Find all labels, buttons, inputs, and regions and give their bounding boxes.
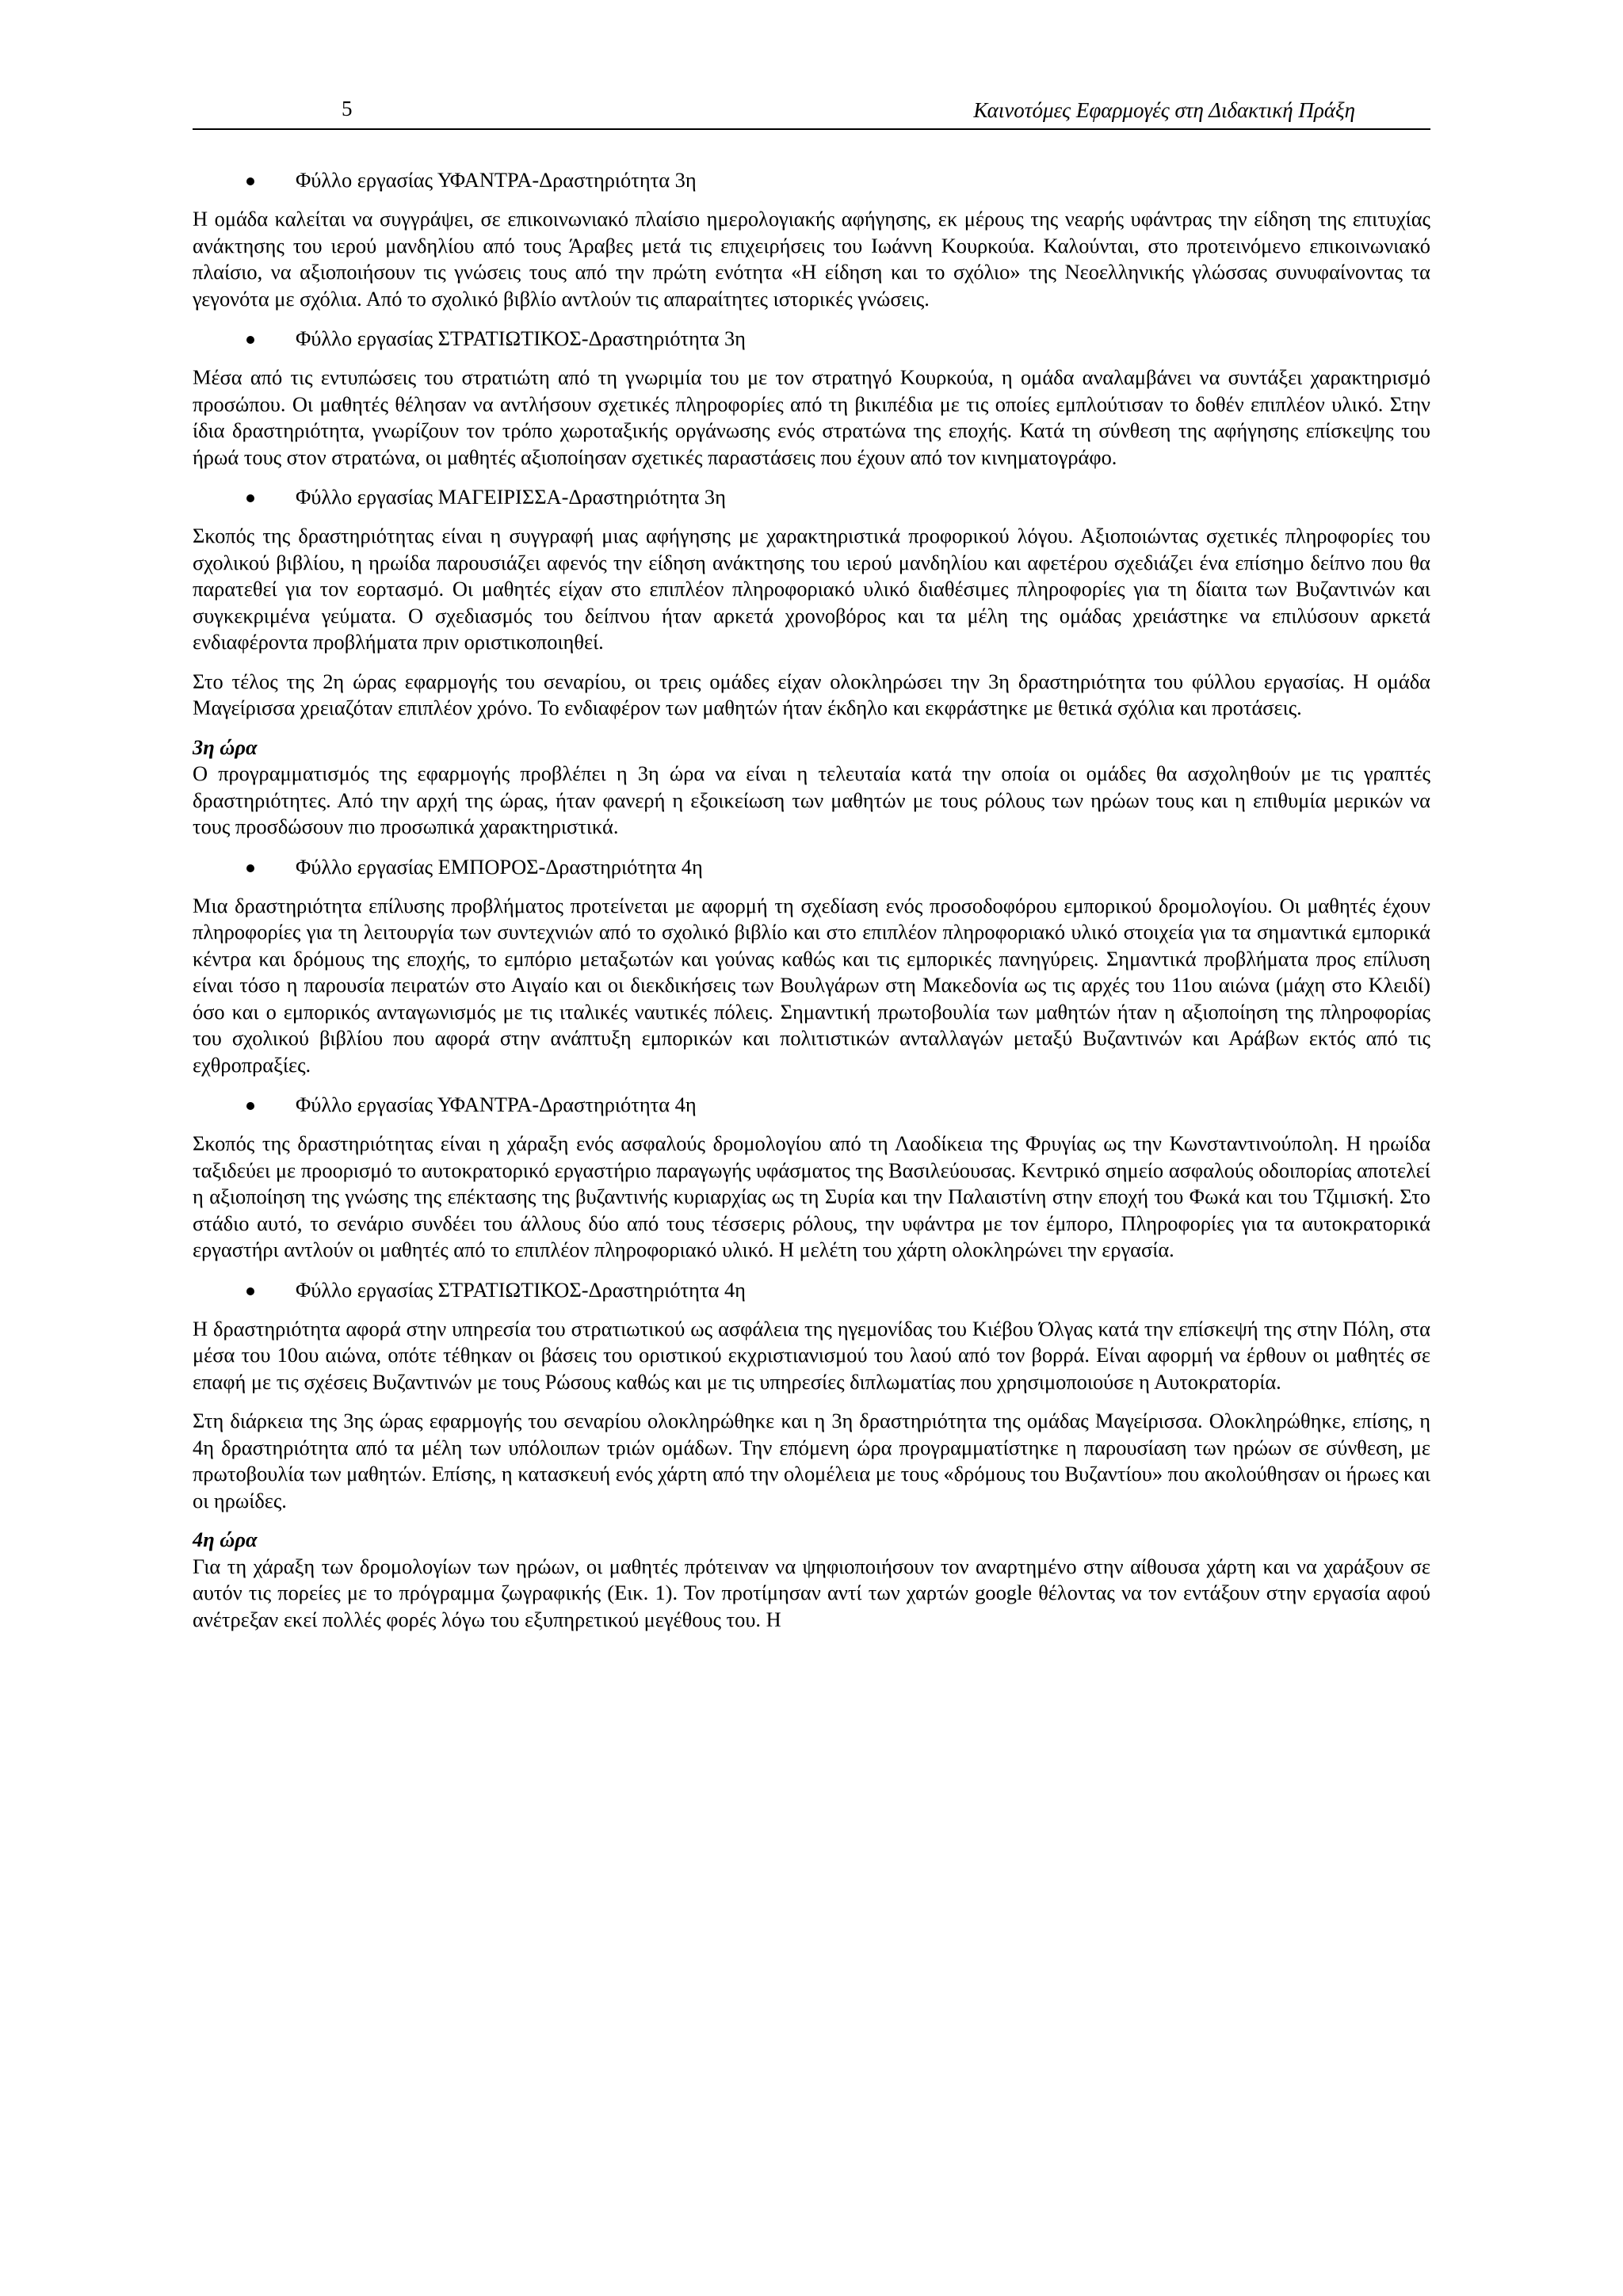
- worksheet-bullet: [193, 325, 1430, 352]
- document-page: [193, 87, 1430, 1646]
- paragraph: Στο τέλος της 2η ώρας εφαρμογής του σεναρίου, οι τρεις ομάδες είχαν ολοκληρώσει την 3η δραστηριότητα του φύλλου εργασίας. Η ομάδα Μαγείρισσα χρειαζόταν επιπλέον χρόνο. Το ενδιαφέρον των μαθητών ήταν έκδηλο και εκφράστηκε με θετικά σχόλια και προτάσεις.: [193, 669, 1430, 719]
- bullet-dot-icon: [246, 1102, 254, 1110]
- bullet-dot-icon: [246, 864, 254, 872]
- worksheet-bullet: [193, 166, 1430, 193]
- bullet-dot-icon: [246, 177, 254, 185]
- paragraph: Μια δραστηριότητα επίλυσης προβλήματος προτείνεται με αφορμή τη σχεδίαση ενός προσοδοφόρου εμπορικού δρομολογίου. Οι μαθητές έχουν πληροφορίες για τη λειτουργία των συντεχνιών από το σχολικό βιβλίο και στο επιπλέον πληροφοριακό υλικό στοιχεία για τα σημαντικά εμπορικά κέντρα και δρόμους της εποχής, το εμπόριο μεταξωτών και γούνας καθώς και τις εμπορικές πανηγύρεις. Σημαντικά προβλήματα προς επίλυση είναι τόσο η παρουσία πειρατών στο Αιγαίο και οι διεκδικήσεις των Βουλγάρων στη Μακεδονία ως τις αρχές του 11ου αιώνα (μάχη στο Κλειδί) όσο και ο εμπορικός ανταγωνισμός με τις ιταλικές ναυτικές πόλεις. Σημαντική πρωτοβουλία των μαθητών ήταν η αξιοποίηση της πληροφορίας του σχολικού βιβλίου που αφορά στην ανάπτυξη εμπορικών και πολιτιστικών ανταλλαγών μεταξύ Βυζαντινών και Αράβων εκτός από τις εχθροπραξίες.: [193, 893, 1430, 1077]
- bullet-text: Φύλλο εργασίας ΥΦΑΝΤΡΑ-Δραστηριότητα 3η: [296, 168, 697, 192]
- bullet-text: Φύλλο εργασίας ΣΤΡΑΤΙΩΤΙΚΟΣ-Δραστηριότητα 4η: [296, 1277, 746, 1302]
- bullet-dot-icon: [246, 1287, 254, 1295]
- section-heading: 4η ώρα: [193, 1527, 258, 1551]
- bullet-text: Φύλλο εργασίας ΥΦΑΝΤΡΑ-Δραστηριότητα 4η: [296, 1093, 697, 1116]
- paragraph: Ο προγραμματισμός της εφαρμογής προβλέπει η 3η ώρα να είναι η τελευταία κατά την οποία οι ομάδες θα ασχοληθούν με τις γραπτές δραστηριότητες. Από την αρχή της ώρας, ήταν φανερή η εξοικείωση των μαθητών με τους ρόλους των ηρώων τους και η επιθυμία μερικών να τους προσδώσουν πιο προσωπικά χαρακτηριστικά.: [193, 761, 1430, 838]
- bullet-text: Φύλλο εργασίας ΣΤΡΑΤΙΩΤΙΚΟΣ-Δραστηριότητα 3η: [296, 326, 746, 350]
- bullet-text: Φύλλο εργασίας ΜΑΓΕΙΡΙΣΣΑ-Δραστηριότητα 3η: [296, 485, 726, 509]
- page-number: 5: [342, 97, 353, 120]
- bullet-dot-icon: [246, 494, 254, 502]
- running-title: Καινοτόμες Εφαρμογές στη Διδακτική Πράξη: [973, 98, 1355, 122]
- paragraph: Η ομάδα καλείται να συγγράψει, σε επικοινωνιακό πλαίσιο ημερολογιακής αφήγησης, εκ μέρους της νεαρής υφάντρας την είδηση της επιτυχίας ανάκτησης του ιερού μανδηλίου από τους Άραβες μετά τις επιχειρήσεις του Ιωάννη Κουρκούα. Καλούνται, στο προτεινόμενο επικοινωνιακό πλαίσιο, να αξιοποιήσουν τις γνώσεις τους από την πρώτη ενότητα «Η είδηση και το σχόλιο» της Νεοελληνικής γλώσσας συνυφαίνοντας τα γεγονότα με σχόλια. Από το σχολικό βιβλίο αντλούν τις απαραίτητες ιστορικές γνώσεις.: [193, 207, 1430, 311]
- section-heading: 3η ώρα: [193, 734, 258, 759]
- worksheet-bullet: [193, 1091, 1430, 1118]
- paragraph: Για τη χάραξη των δρομολογίων των ηρώων, οι μαθητές πρότειναν να ψηφιοποιήσουν τον αναρτημένο στην αίθουσα χάρτη και να χαράξουν σε αυτόν τις πορείες με το πρόγραμμα ζωγραφικής (Εικ. 1). Τον προτίμησαν αντί των χαρτών google θέλοντας να τον εντάξουν στην εργασία αφού ανέτρεξαν εκεί πολλές φορές λόγω του εξυπηρετικού μεγέθους του. Η: [193, 1554, 1430, 1631]
- bullet-dot-icon: [246, 336, 254, 344]
- worksheet-bullet: [193, 483, 1430, 510]
- paragraph: Σκοπός της δραστηριότητας είναι η συγγραφή μιας αφήγησης με χαρακτηριστικά προφορικού λόγου. Αξιοποιώντας σχετικές πληροφορίες του σχολικού βιβλίου, η ηρωίδα παρουσιάζει αφενός την είδηση ανάκτησης του ιερού μανδηλίου και αφετέρου σχεδιάζει ένα επίσημο δείπνο που θα παρατεθεί για τον εορτασμό. Οι μαθητές είχαν στο επιπλέον πληροφοριακό υλικό διαθέσιμες πληροφορίες για τη δίαιτα των Βυζαντινών και συγκεκριμένα γεύματα. Ο σχεδιασμός του δείπνου ήταν αρκετά χρονοβόρος και τα μέλη της ομάδας χρειάστηκε να επιλύσουν αρκετά ενδιαφέροντα προβλήματα πριν οριστικοποιηθεί.: [193, 524, 1430, 654]
- paragraph: Η δραστηριότητα αφορά στην υπηρεσία του στρατιωτικού ως ασφάλεια της ηγεμονίδας του Κιέβου Όλγας κατά την επίσκεψή της στην Πόλη, στα μέσα του 10ου αιώνα, οπότε τέθηκαν οι βάσεις του οριστικού εκχριστιανισμού του λαού από τον βορρά. Είναι αφορμή να έρθουν οι μαθητές σε επαφή με τις σχέσεις Βυζαντινών με τους Ρώσους καθώς και με τις υπηρεσίες διπλωματίας που χρησιμοποιούσε η Αυτοκρατορία.: [193, 1316, 1430, 1394]
- page-header: [193, 87, 1430, 130]
- paragraph: Σκοπός της δραστηριότητας είναι η χάραξη ενός ασφαλούς δρομολογίου από τη Λαοδίκεια της Φρυγίας ως την Κωνσταντινούπολη. Η ηρωίδα ταξιδεύει με προορισμό το αυτοκρατορικό εργαστήριο παραγωγής υφάσματος της Βασιλεύουσας. Κεντρικό σημείο ασφαλούς οδοιπορίας αποτελεί η αξιοποίηση της γνώσης της επέκτασης της βυζαντινής κυριαρχίας ως τη Συρία και την Παλαιστίνη στην εποχή του Φωκά και του Τζιμισκή. Στο στάδιο αυτό, το σενάριο συνδέει του άλλους δύο από τους τέσσερις ρόλους, την υφάντρα με τον έμπορο, Πληροφορίες για τα αυτοκρατορικά εργαστήρι αντλούν οι μαθητές από το επιπλέον πληροφοριακό υλικό. Η μελέτη του χάρτη ολοκληρώνει την εργασία.: [193, 1131, 1430, 1261]
- document-body: [193, 166, 1430, 1633]
- paragraph: Στη διάρκεια της 3ης ώρας εφαρμογής του σεναρίου ολοκληρώθηκε και η 3η δραστηριότητα της ομάδας Μαγείρισσα. Ολοκληρώθηκε, επίσης, η 4η δραστηριότητα από τα μέλη των υπόλοιπων τριών ομάδων. Την επόμενη ώρα προγραμματίστηκε η παρουσίαση των ηρώων σε σύνθεση, με πρωτοβουλία των μαθητών. Επίσης, η κατασκευή ενός χάρτη από την ολομέλεια με τους «δρόμους του Βυζαντίου» που ακολούθησαν οι ήρωες και οι ηρωίδες.: [193, 1409, 1430, 1512]
- bullet-text: Φύλλο εργασίας ΕΜΠΟΡΟΣ-Δραστηριότητα 4η: [296, 854, 703, 879]
- worksheet-bullet: [193, 853, 1430, 880]
- worksheet-bullet: [193, 1276, 1430, 1303]
- paragraph: Μέσα από τις εντυπώσεις του στρατιώτη από τη γνωριμία του με τον στρατηγό Κουρκούα, η ομάδα αναλαμβάνει να συντάξει χαρακτηρισμό προσώπου. Οι μαθητές θέλησαν να αντλήσουν σχετικές πληροφορίες από τη βικιπέδια με τις οποίες εμπλούτισαν το δοθέν επιπλέον υλικό. Στην ίδια δραστηριότητα, γνωρίζουν τον τρόπο χωροταξικής οργάνωσης ενός στρατώνα της εποχής. Κατά τη σύνθεση της αφήγησης επίσκεψης του ήρωά τους στον στρατώνα, οι μαθητές αξιοποίησαν σχετικές παραστάσεις που έχουν από τον κινηματογράφο.: [193, 365, 1430, 469]
